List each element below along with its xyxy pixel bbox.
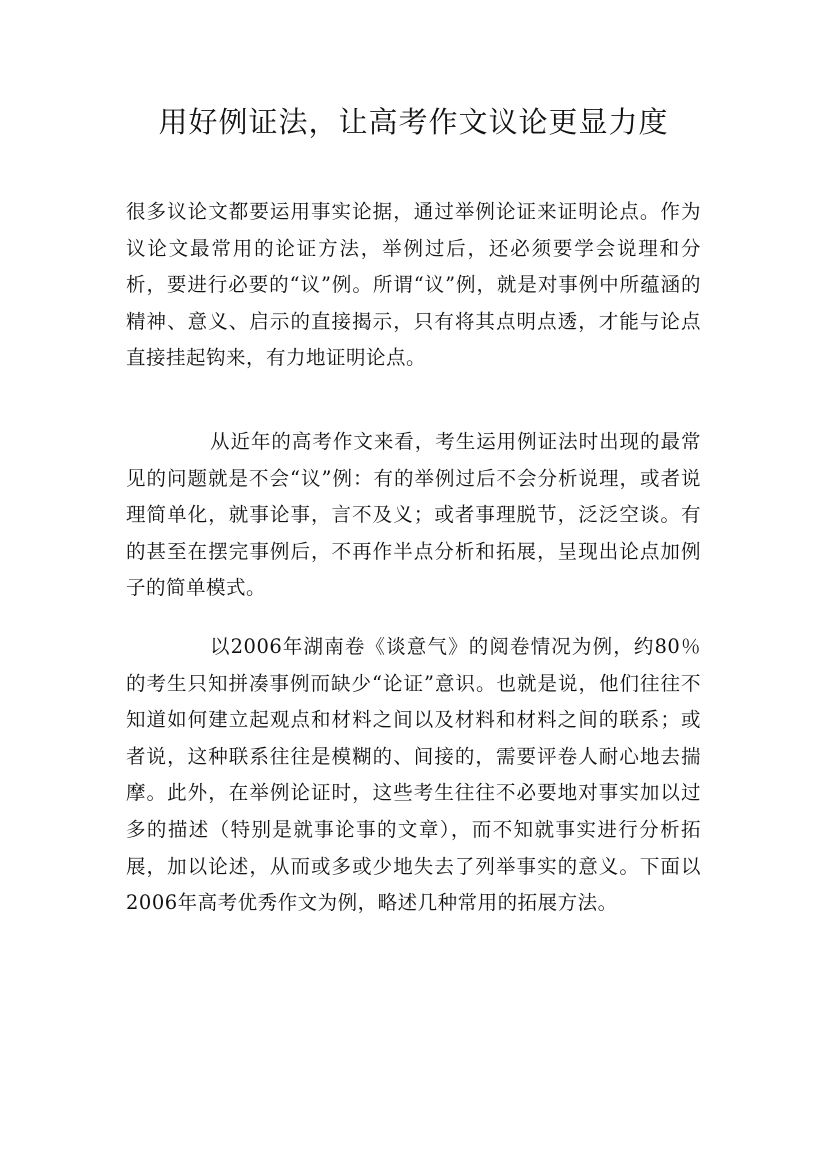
paragraph-1: 很多议论文都要运用事实论据，通过举例论证来证明论点。作为议论文最常用的论证方法，举例过后，还必须要学会说理和分析，要进行必要的“议”例。所谓“议”例，就是对事例中所蕴涵的精神、意义、启示的直接揭示，只有将其点明点透，才能与论点直接挂起钩来，有力地证明论点。 <box>126 200 701 370</box>
paragraph-2: 从近年的高考作文来看，考生运用例证法时出现的最常见的问题就是不会“议”例：有的举例过后不会分析说理，或者说理简单化，就事论事，言不及义；或者事理脱节，泛泛空谈。有的甚至在摆完事例后，不再作半点分析和拓展，呈现出论点加例子的简单模式。 <box>126 430 701 600</box>
document-title: 用好例证法，让高考作文议论更显力度 <box>158 105 669 139</box>
paragraph-3: 以2006年湖南卷《谈意气》的阅卷情况为例，约80％的考生只知拼凑事例而缺少“论证”意识。也就是说，他们往往不知道如何建立起观点和材料之间以及材料和材料之间的联系；或者说，这种联系往往是模糊的、间接的，需要评卷人耐心地去揣摩。此外，在举例论证时，这些考生往往不必要地对事实加以过多的描述（特别是就事论事的文章），而不知就事实进行分析拓展，加以论述，从而或多或少地失去了列举事实的意义。下面以2006年高考优秀作文为例，略述几种常用的拓展方法。 <box>126 635 701 915</box>
